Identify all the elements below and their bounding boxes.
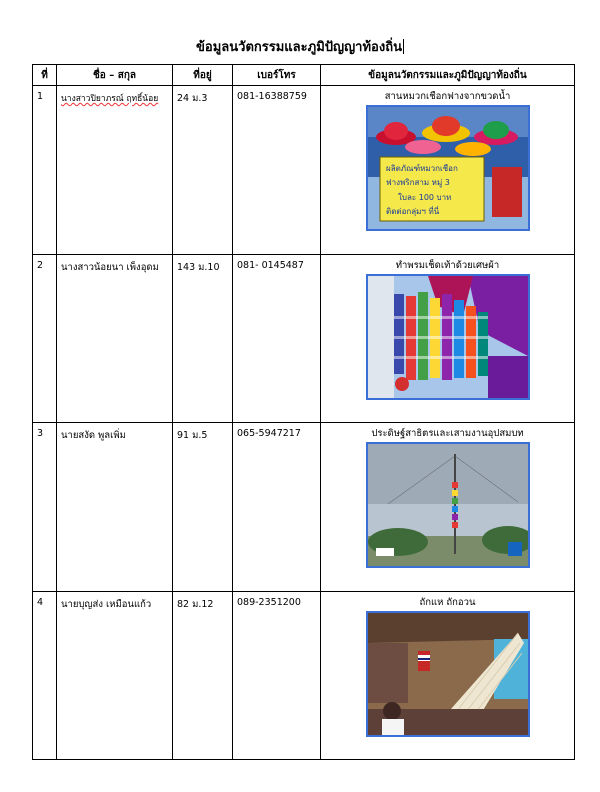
cell-phone: 081-16388759 — [233, 86, 321, 255]
photo-hats — [366, 105, 530, 231]
photo-sign-line: ฟางพริกสาม หมู่ 3 — [385, 178, 450, 187]
header-address: ที่อยู่ — [173, 65, 233, 86]
cell-no: 1 — [33, 86, 57, 255]
table-row — [33, 591, 575, 760]
cell-phone: 081- 0145487 — [233, 254, 321, 423]
info-title: ทำพรมเช็ดเท้าด้วยเศษผ้า — [395, 259, 500, 271]
cell-name — [57, 86, 173, 255]
header-phone: เบอร์โทร — [233, 65, 321, 86]
photo-pole — [366, 442, 530, 568]
cell-no: 4 — [33, 591, 57, 760]
cell-no: 3 — [33, 423, 57, 592]
header-info: ข้อมูลนวัตกรรมและภูมิปัญญาท้องถิ่น — [321, 65, 575, 86]
cell-address: 82 ม.12 — [173, 591, 233, 760]
cell-phone: 065-5947217 — [233, 423, 321, 592]
table-row — [33, 423, 575, 592]
info-title: สานหมวกเชือกฟางจากขวดน้ำ — [384, 91, 511, 102]
page-title — [0, 36, 600, 57]
table-row — [33, 86, 575, 255]
cell-info — [321, 254, 575, 423]
header-name: ชื่อ – สกุล — [57, 65, 173, 86]
cell-address: 91 ม.5 — [173, 423, 233, 592]
photo-sign-line: ผลิตภัณฑ์หมวกเชือก — [385, 164, 458, 173]
table-row — [33, 254, 575, 423]
cell-name-text: นางสาวปิยาภรณ์ ฤทธิ์น้อย — [61, 94, 159, 104]
cell-info — [321, 86, 575, 255]
wisdom-table — [32, 64, 575, 760]
header-no: ที่ — [33, 65, 57, 86]
photo-sign-line: ใบละ 100 บาท — [397, 193, 451, 202]
cell-name: นางสาวน้อยนา เพ็งอุดม — [57, 254, 173, 423]
table-header-row — [33, 65, 575, 86]
cell-name: นายสงัด พูลเพิ่ม — [57, 423, 173, 592]
info-title: ประดิษฐ์สาธิตรและเสามงานอุปสมบท — [371, 428, 524, 439]
cell-info — [321, 423, 575, 592]
cell-no: 2 — [33, 254, 57, 423]
cell-address: 143 ม.10 — [173, 254, 233, 423]
cell-address: 24 ม.3 — [173, 86, 233, 255]
text-cursor — [403, 39, 404, 54]
photo-sign-line: ติดต่อกลุ่มฯ ที่นี่ — [385, 207, 439, 216]
cell-phone: 089-2351200 — [233, 591, 321, 760]
info-title: ถักแห ถักอวน — [419, 596, 476, 608]
cell-name: นายบุญส่ง เหมือนแก้ว — [57, 591, 173, 760]
photo-fishing-net — [366, 611, 530, 737]
page-title-text: ข้อมูลนวัตกรรมและภูมิปัญญาท้องถิ่น — [196, 40, 402, 55]
photo-doormats — [366, 274, 530, 400]
cell-info — [321, 591, 575, 760]
